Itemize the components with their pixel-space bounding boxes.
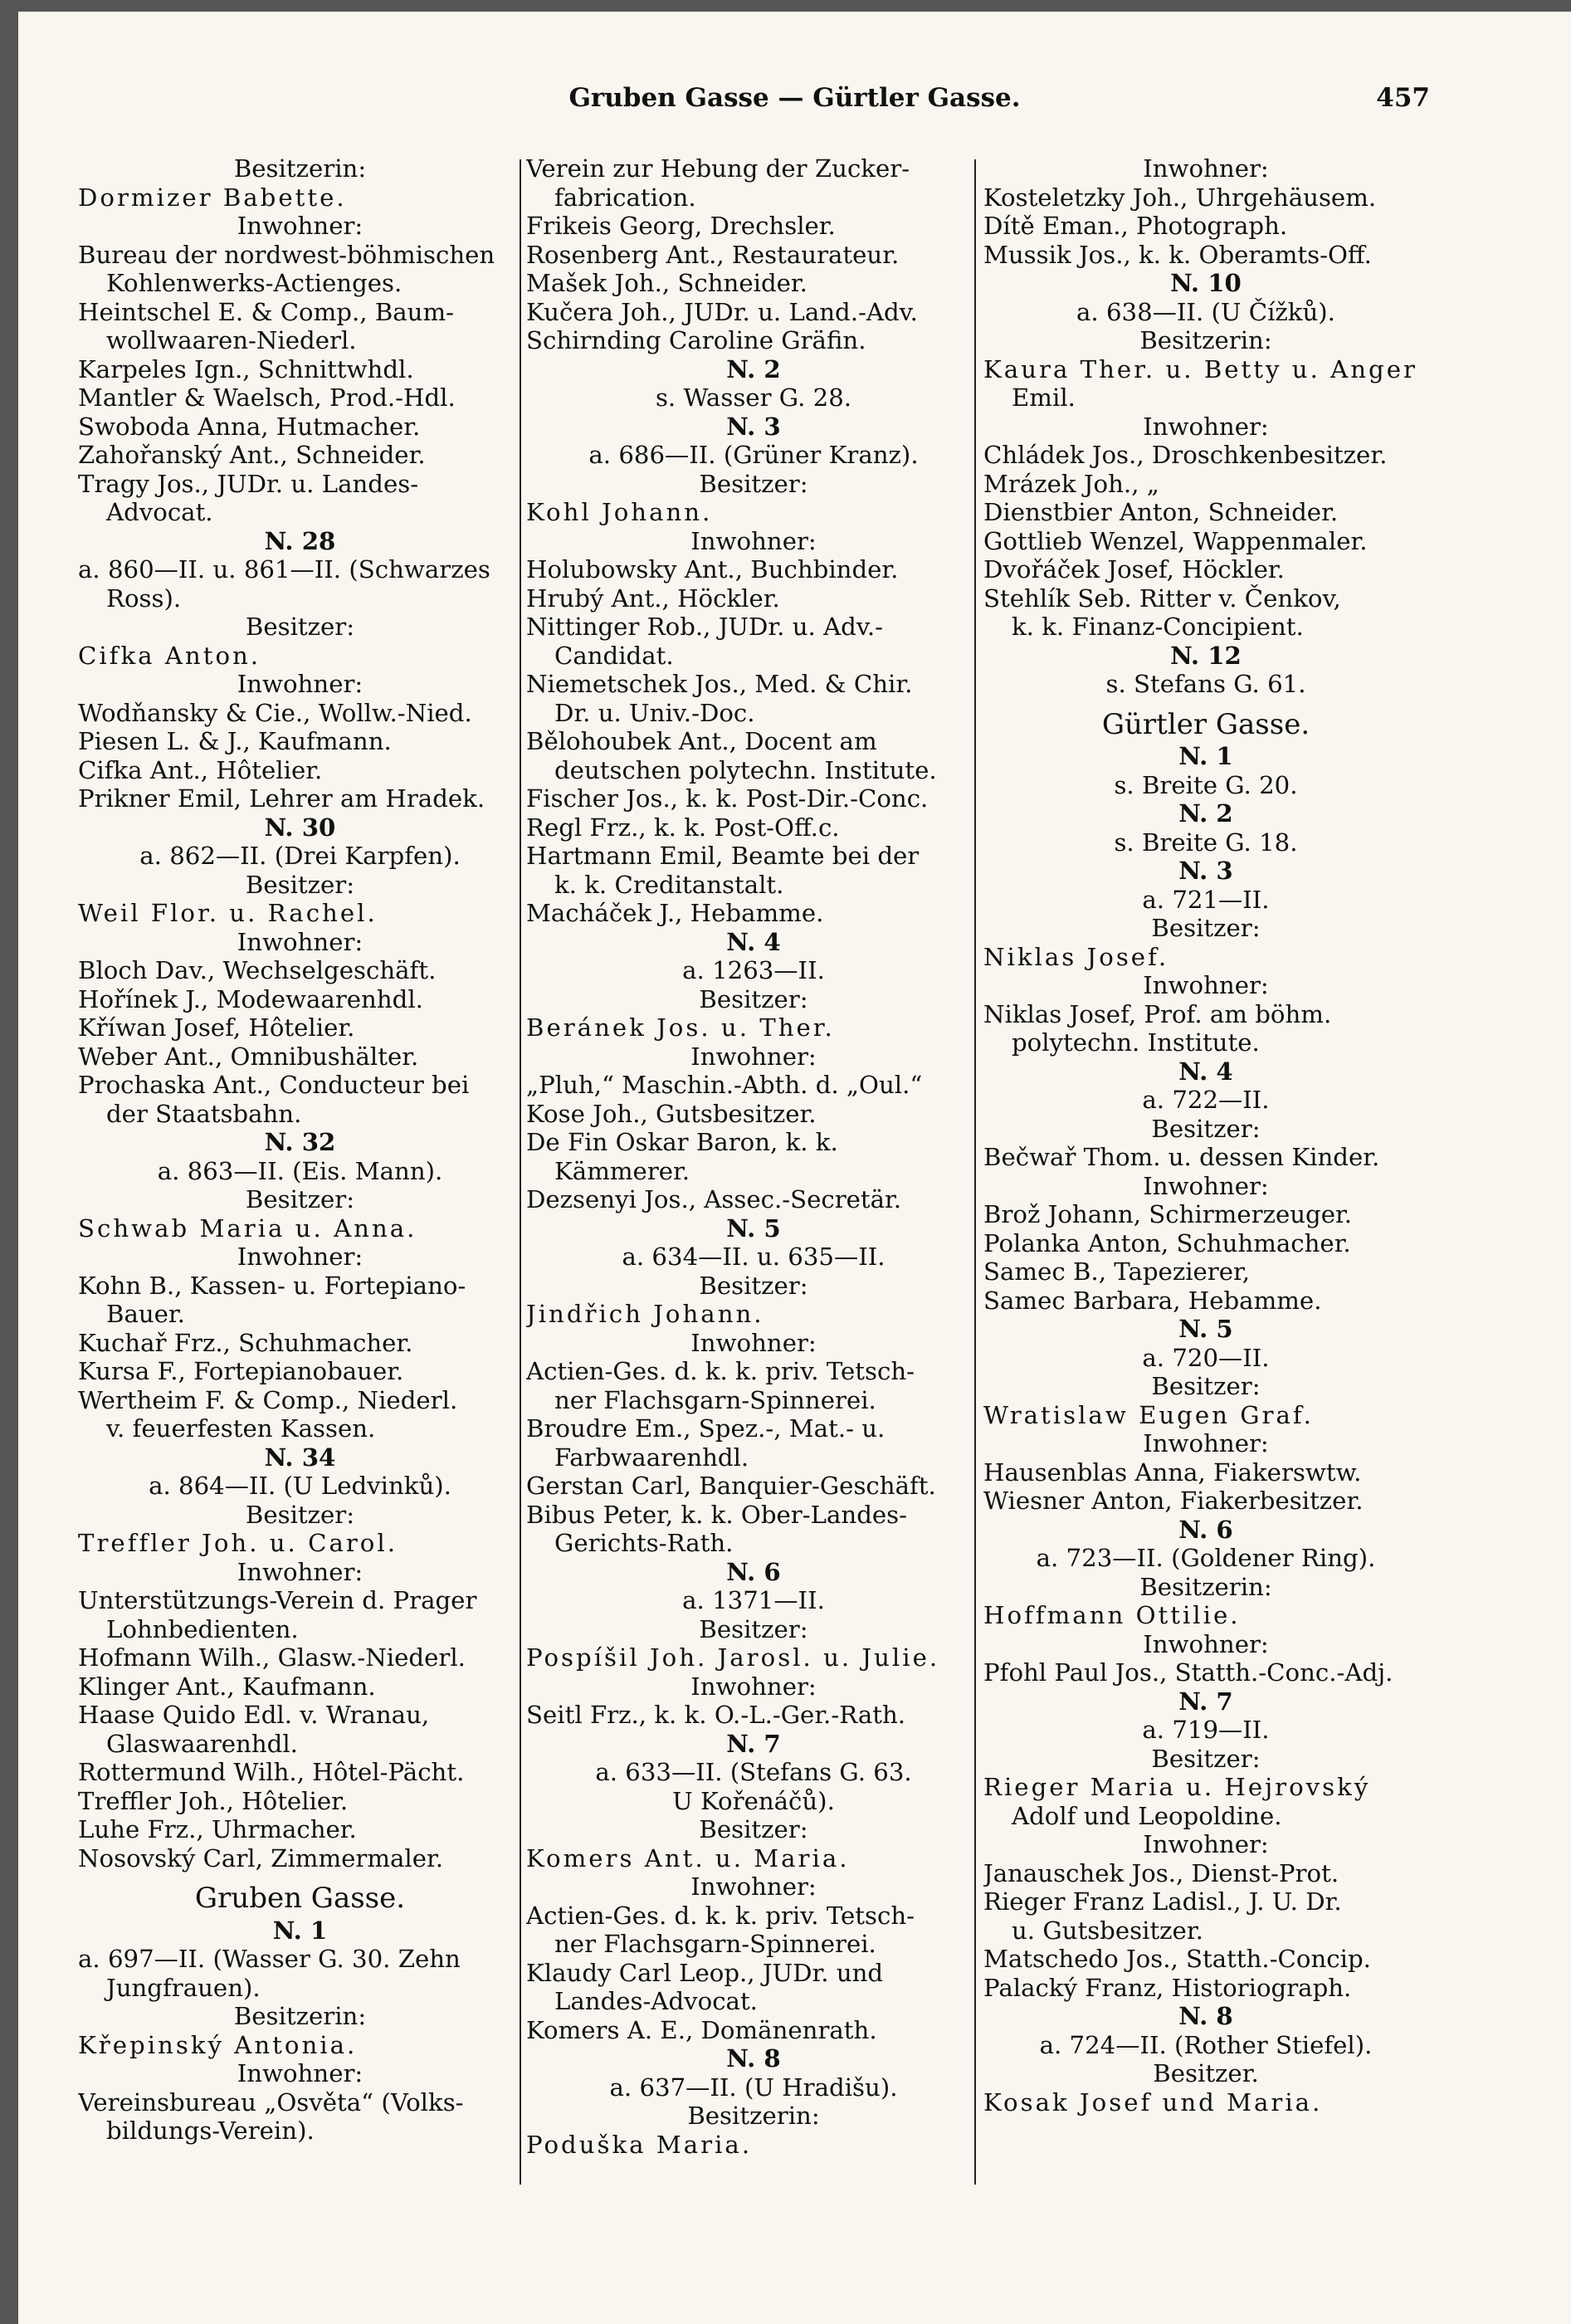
directory-line: Landes-Advocat. [554, 1987, 758, 2015]
directory-line: Chládek Jos., Droschkenbesitzer. [983, 441, 1388, 469]
directory-line: a. 860—II. u. 861—II. (Schwarzes [78, 555, 490, 583]
directory-line: Luhe Frz., Uhrmacher. [78, 1815, 357, 1843]
page-number: 457 [1376, 83, 1430, 113]
directory-line: Inwohner: [237, 1557, 363, 1586]
directory-line: Jungfrauen). [106, 1973, 261, 2002]
directory-line: Bloch Dav., Wechselgeschäft. [78, 956, 437, 984]
directory-line: der Staatsbahn. [106, 1099, 302, 1128]
directory-line: Schwab Maria u. Anna. [78, 1213, 417, 1243]
directory-line: Inwohner: [1143, 412, 1269, 441]
directory-line: Farbwaarenhdl. [554, 1443, 749, 1472]
house-number: N. 34 [264, 1443, 336, 1472]
directory-line: a. 721—II. [1142, 885, 1270, 914]
directory-line: Besitzer. [1153, 2059, 1259, 2087]
directory-line: Prikner Emil, Lehrer am Hradek. [78, 784, 485, 813]
directory-line: a. 724—II. (Rother Stiefel). [1039, 2030, 1373, 2059]
directory-line: Křepinský Antonia. [78, 2030, 358, 2059]
directory-line: Matschedo Jos., Statth.-Concip. [983, 1945, 1371, 1973]
directory-line: Nosovský Carl, Zimmermaler. [78, 1843, 444, 1872]
directory-line: Inwohner: [237, 2059, 363, 2087]
directory-line: Bureau der nordwest-böhmischen [78, 240, 495, 269]
directory-line: Besitzer: [699, 984, 808, 1013]
directory-line: Unterstützungs-Verein d. Prager [78, 1586, 477, 1614]
directory-line: u. Gutsbesitzer. [1012, 1916, 1203, 1945]
directory-line: Inwohner: [237, 1243, 363, 1271]
directory-line: Kosak Josef und Maria. [983, 2087, 1323, 2116]
directory-line: Heintschel E. & Comp., Baum- [78, 297, 455, 326]
directory-line: Hofmann Wilh., Glasw.-Niederl. [78, 1643, 466, 1672]
house-number: N. 7 [1178, 1687, 1233, 1716]
directory-line: De Fin Oskar Baron, k. k. [526, 1128, 838, 1156]
directory-line: Bečwař Thom. u. dessen Kinder. [983, 1143, 1380, 1171]
directory-line: a. 686—II. (Grüner Kranz). [588, 441, 919, 469]
directory-line: Kursa F., Fortepianobauer. [78, 1357, 404, 1385]
directory-line: Hausenblas Anna, Fiakerswtw. [983, 1457, 1362, 1487]
directory-line: Gottlieb Wenzel, Wappenmaler. [983, 526, 1368, 555]
directory-line: Pospíšil Joh. Jarosl. u. Julie. [526, 1643, 940, 1672]
directory-line: Candidat. [554, 641, 674, 670]
directory-line: „Pluh,“ Maschin.-Abth. d. „Oul.“ [526, 1071, 923, 1099]
directory-line: Wratislaw Eugen Graf. [983, 1400, 1314, 1429]
house-number: N. 6 [1178, 1515, 1233, 1544]
house-number: N. 3 [726, 412, 781, 441]
directory-line: Gerichts-Rath. [554, 1529, 734, 1557]
directory-line: Actien-Ges. d. k. k. priv. Tetsch- [526, 1357, 915, 1385]
directory-line: a. 720—II. [1142, 1343, 1270, 1372]
directory-line: Besitzer: [245, 870, 355, 899]
directory-line: Niemetschek Jos., Med. & Chir. [526, 670, 913, 698]
column-1 [78, 154, 522, 2146]
directory-line: s. Breite G. 20. [1114, 770, 1298, 799]
directory-line: Brož Johann, Schirmerzeuger. [983, 1200, 1353, 1228]
house-number: N. 2 [726, 354, 781, 383]
directory-line: Inwohner: [690, 1042, 817, 1071]
directory-line: Nittinger Rob., JUDr. u. Adv.- [526, 613, 883, 641]
directory-line: Besitzer: [1151, 914, 1261, 942]
directory-line: Rottermund Wilh., Hôtel-Pächt. [78, 1758, 465, 1786]
directory-line: Regl Frz., k. k. Post-Off.c. [526, 813, 840, 842]
directory-line: Bauer. [106, 1300, 185, 1328]
directory-line: Hartmann Emil, Beamte bei der [526, 842, 920, 870]
directory-line: s. Stefans G. 61. [1105, 670, 1306, 698]
directory-line: Besitzer: [1151, 1114, 1261, 1143]
house-number: N. 3 [1178, 857, 1233, 885]
directory-line: Bibus Peter, k. k. Ober-Landes- [526, 1500, 907, 1529]
directory-line: Samec B., Tapezierer, [983, 1257, 1251, 1286]
directory-line: s. Breite G. 18. [1114, 828, 1298, 857]
directory-line: Weber Ant., Omnibushälter. [78, 1042, 419, 1071]
directory-line: Ross). [106, 583, 182, 613]
directory-line: Broudre Em., Spez.-, Mat.- u. [526, 1414, 886, 1443]
directory-line: Dítě Eman., Photograph. [983, 212, 1288, 240]
directory-line: ner Flachsgarn-Spinnerei. [554, 1385, 876, 1414]
directory-line: Fischer Jos., k. k. Post-Dir.-Conc. [526, 784, 929, 813]
directory-line: Treffler Joh. u. Carol. [78, 1529, 398, 1557]
directory-line: Jindřich Johann. [526, 1300, 764, 1328]
directory-line: Besitzer: [699, 469, 808, 498]
directory-line: Inwohner: [690, 1672, 817, 1701]
directory-line: Mašek Joh., Schneider. [526, 269, 807, 297]
directory-line: Kohn B., Kassen- u. Fortepiano- [78, 1271, 466, 1300]
directory-line: bildungs-Verein). [106, 2116, 315, 2145]
directory-line: Mantler & Waelsch, Prod.-Hdl. [78, 383, 456, 412]
directory-line: Samec Barbara, Hebamme. [983, 1286, 1322, 1315]
directory-line: a. 638—II. (U Čížků). [1076, 297, 1335, 326]
directory-line: Besitzerin: [233, 2002, 367, 2030]
directory-line: Besitzerin: [1139, 1572, 1272, 1601]
directory-line: ner Flachsgarn-Spinnerei. [554, 1930, 876, 1958]
directory-line: a. 637—II. (U Hradišu). [609, 2073, 898, 2102]
directory-line: Besitzer: [1151, 1372, 1261, 1400]
directory-line: Inwohner: [237, 212, 363, 240]
directory-line: Besitzer: [1151, 1744, 1261, 1773]
directory-line: Cifka Anton. [78, 641, 261, 670]
house-number: N. 10 [1170, 269, 1242, 297]
directory-page [18, 12, 1571, 2324]
directory-line: Seitl Frz., k. k. O.-L.-Ger.-Rath. [526, 1701, 906, 1729]
directory-line: Rosenberg Ant., Restaurateur. [526, 240, 900, 269]
directory-line: Komers A. E., Domänenrath. [526, 2015, 877, 2044]
directory-line: Besitzerin: [1139, 326, 1272, 354]
directory-line: Macháček J., Hebamme. [526, 899, 824, 927]
directory-line: Holubowsky Ant., Buchbinder. [526, 555, 899, 583]
directory-line: Klaudy Carl Leop., JUDr. und [526, 1958, 884, 1987]
directory-line: Treffler Joh., Hôtelier. [78, 1786, 349, 1815]
directory-line: Kämmerer. [554, 1156, 690, 1185]
directory-line: Beránek Jos. u. Ther. [526, 1013, 835, 1042]
directory-line: Stehlík Seb. Ritter v. Čenkov, [983, 583, 1341, 613]
street-heading: Gruben Gasse. [194, 1882, 406, 1915]
directory-line: Advocat. [106, 498, 213, 526]
directory-line: Rieger Maria u. Hejrovský [983, 1773, 1371, 1801]
directory-line: Hrubý Ant., Höckler. [526, 583, 780, 613]
directory-line: Inwohner: [237, 927, 363, 956]
directory-line: a. 634—II. u. 635—II. [622, 1243, 886, 1271]
house-number: N. 1 [1178, 742, 1233, 770]
directory-line: Haase Quido Edl. v. Wranau, [78, 1701, 430, 1729]
directory-line: Inwohner: [1143, 1830, 1269, 1858]
directory-line: Pfohl Paul Jos., Statth.-Conc.-Adj. [983, 1658, 1393, 1687]
directory-line: Swoboda Anna, Hutmacher. [78, 412, 421, 441]
directory-line: Gerstan Carl, Banquier-Geschäft. [526, 1472, 936, 1500]
directory-line: Inwohner: [1143, 154, 1269, 183]
directory-line: Besitzer: [245, 1500, 355, 1529]
house-number: N. 8 [1178, 2002, 1233, 2030]
directory-line: a. 1371—II. [682, 1586, 825, 1614]
directory-line: Polanka Anton, Schuhmacher. [983, 1228, 1351, 1257]
directory-line: fabrication. [554, 183, 696, 212]
directory-line: Inwohner: [237, 670, 363, 698]
directory-line: Kučera Joh., JUDr. u. Land.-Adv. [526, 297, 918, 326]
house-number: N. 4 [1178, 1057, 1233, 1086]
directory-line: Besitzerin: [687, 2102, 820, 2130]
directory-line: Besitzer: [699, 1614, 808, 1643]
directory-line: Besitzer: [699, 1815, 808, 1843]
directory-line: polytechn. Institute. [1012, 1028, 1260, 1057]
directory-line: k. k. Creditanstalt. [554, 870, 784, 899]
directory-line: Besitzer: [245, 1185, 355, 1213]
directory-line: Kohl Johann. [526, 498, 713, 526]
directory-line: Komers Ant. u. Maria. [526, 1843, 850, 1872]
directory-line: k. k. Finanz-Concipient. [1012, 613, 1304, 641]
directory-line: a. 719—II. [1142, 1716, 1270, 1744]
directory-line: Wiesner Anton, Fiakerbesitzer. [983, 1487, 1364, 1515]
directory-line: Glaswaarenhdl. [106, 1729, 298, 1758]
house-number: N. 7 [726, 1729, 781, 1758]
directory-line: Bělohoubek Ant., Docent am [526, 727, 877, 755]
directory-line: a. 864—II. (U Ledvinků). [149, 1472, 451, 1500]
page-header [18, 83, 1571, 124]
directory-line: Besitzer: [245, 613, 355, 641]
directory-line: Hořínek J., Modewaarenhdl. [78, 984, 423, 1013]
directory-line: a. 862—II. (Drei Karpfen). [139, 842, 461, 870]
directory-line: Hoffmann Ottilie. [983, 1601, 1241, 1629]
directory-line: Kohlenwerks-Actienges. [106, 269, 403, 297]
directory-line: Besitzerin: [233, 154, 367, 183]
directory-line: Kaura Ther. u. Betty u. Anger [983, 354, 1417, 383]
directory-line: deutschen polytechn. Institute. [554, 755, 937, 784]
house-number: N. 2 [1178, 799, 1233, 828]
house-number: N. 5 [1178, 1315, 1233, 1343]
directory-line: a. 723—II. (Goldener Ring). [1036, 1544, 1376, 1572]
directory-line: Besitzer: [699, 1271, 808, 1300]
column-3 [983, 154, 1428, 2116]
directory-line: Zahořanský Ant., Schneider. [78, 441, 426, 469]
directory-line: Karpeles Ign., Schnittwhdl. [78, 354, 414, 383]
directory-line: Poduška Maria. [526, 2130, 753, 2159]
house-number: N. 1 [272, 1916, 328, 1945]
directory-line: Frikeis Georg, Drechsler. [526, 212, 836, 240]
directory-line: Inwohner: [690, 526, 817, 555]
directory-line: Emil. [1012, 383, 1076, 412]
directory-line: Wodňansky & Cie., Wollw.-Nied. [78, 698, 472, 727]
directory-line: a. 697—II. (Wasser G. 30. Zehn [78, 1945, 461, 1973]
house-number: N. 6 [726, 1557, 781, 1586]
directory-line: Kříwan Josef, Hôtelier. [78, 1013, 355, 1042]
directory-line: Kuchař Frz., Schuhmacher. [78, 1328, 413, 1357]
house-number: N. 30 [264, 813, 336, 842]
directory-line: Inwohner: [1143, 971, 1269, 999]
directory-line: Dezsenyi Jos., Assec.-Secretär. [526, 1185, 902, 1213]
directory-line: Inwohner: [1143, 1171, 1269, 1200]
directory-line: a. 863—II. (Eis. Mann). [157, 1156, 443, 1185]
house-number: N. 4 [726, 927, 781, 956]
column-2 [526, 154, 981, 2159]
directory-line: a. 633—II. (Stefans G. 63. [595, 1758, 912, 1786]
directory-line: Wertheim F. & Comp., Niederl. [78, 1385, 458, 1414]
directory-line: Niklas Josef. [983, 942, 1169, 971]
directory-line: a. 1263—II. [682, 956, 825, 984]
house-number: N. 32 [264, 1128, 336, 1156]
running-title: Gruben Gasse — Gürtler Gasse. [568, 83, 1021, 113]
directory-line: Dienstbier Anton, Schneider. [983, 498, 1339, 526]
house-number: N. 12 [1170, 641, 1242, 670]
directory-line: Actien-Ges. d. k. k. priv. Tetsch- [526, 1901, 915, 1930]
directory-line: Inwohner: [1143, 1629, 1269, 1658]
directory-line: Niklas Josef, Prof. am böhm. [983, 999, 1332, 1028]
directory-line: Inwohner: [1143, 1429, 1269, 1457]
directory-line: a. 722—II. [1142, 1086, 1270, 1114]
street-heading: Gürtler Gasse. [1101, 707, 1310, 741]
directory-line: Dr. u. Univ.-Doc. [554, 698, 755, 727]
directory-line: Janauschek Jos., Dienst-Prot. [983, 1858, 1339, 1887]
directory-line: Kosteletzky Joh., Uhrgehäusem. [983, 183, 1377, 212]
directory-line: Tragy Jos., JUDr. u. Landes- [78, 469, 419, 498]
directory-line: wollwaaren-Niederl. [106, 326, 357, 354]
directory-line: Palacký Franz, Historiograph. [983, 1973, 1352, 2002]
directory-line: Dvořáček Josef, Höckler. [983, 555, 1285, 583]
directory-line: Mussik Jos., k. k. Oberamts-Off. [983, 240, 1372, 269]
directory-line: Mrázek Joh., „ [983, 469, 1159, 498]
directory-line: Prochaska Ant., Conducteur bei [78, 1071, 470, 1099]
directory-line: Schirnding Caroline Gräfin. [526, 326, 866, 354]
directory-line: Klinger Ant., Kaufmann. [78, 1672, 376, 1701]
directory-line: Adolf und Leopoldine. [1012, 1801, 1282, 1830]
house-number: N. 28 [264, 526, 336, 555]
house-number: N. 8 [726, 2044, 781, 2073]
directory-line: Lohnbedienten. [106, 1614, 299, 1643]
directory-line: Kose Joh., Gutsbesitzer. [526, 1099, 817, 1128]
directory-line: v. feuerfesten Kassen. [106, 1414, 376, 1443]
directory-line: U Kořenáčů). [672, 1786, 835, 1815]
directory-line: Dormizer Babette. [78, 183, 347, 212]
directory-line: Weil Flor. u. Rachel. [78, 899, 378, 927]
directory-line: Inwohner: [690, 1872, 817, 1901]
directory-line: Piesen L. & J., Kaufmann. [78, 727, 392, 755]
directory-line: Cifka Ant., Hôtelier. [78, 755, 323, 784]
directory-line: Rieger Franz Ladisl., J. U. Dr. [983, 1887, 1342, 1916]
directory-line: Inwohner: [690, 1328, 817, 1357]
directory-line: s. Wasser G. 28. [655, 383, 852, 412]
house-number: N. 5 [726, 1213, 781, 1243]
directory-line: Verein zur Hebung der Zucker- [526, 154, 910, 183]
directory-line: Vereinsbureau „Osvěta“ (Volks- [78, 2087, 464, 2116]
